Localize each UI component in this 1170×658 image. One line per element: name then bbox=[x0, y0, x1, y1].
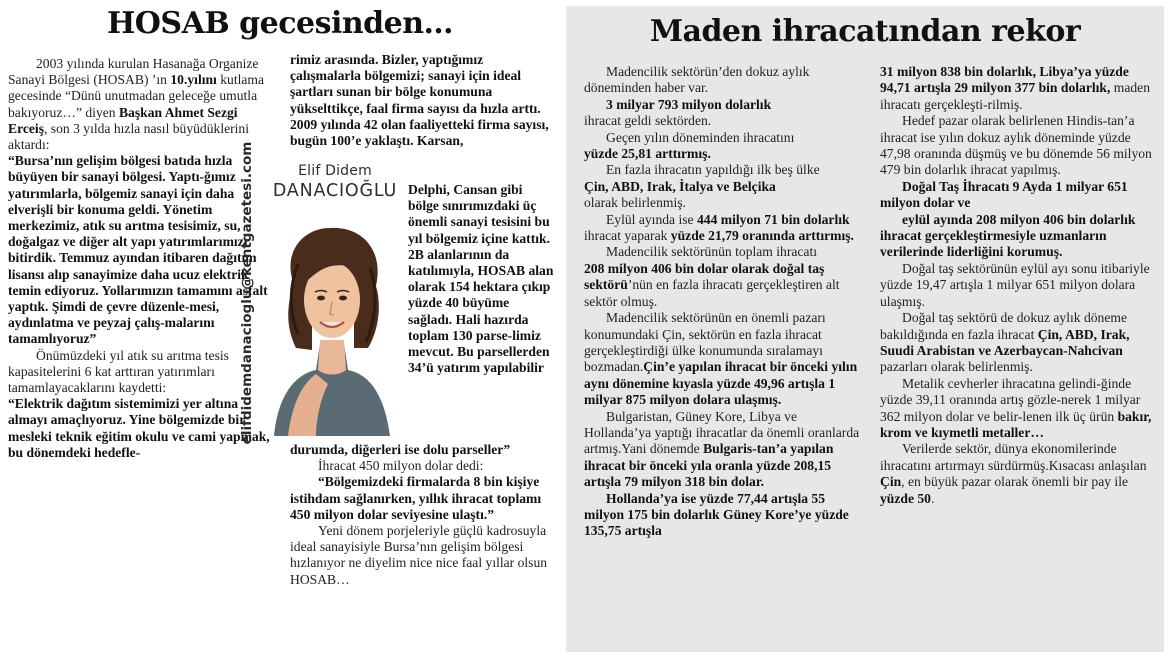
mining-paragraph bbox=[880, 441, 1152, 507]
mining-paragraph bbox=[880, 310, 1152, 376]
mining-paragraph: olarak belirlenmiş. bbox=[584, 195, 686, 211]
hosab-closing-paragraph: Yeni dönem porjeleriyle güçlü kadrosuyla ideal sanayisiyle Bursa’nın gelişim bölgesi hızlanıyor ne diyelim nice nice faal yıllar olsun HOSAB… bbox=[290, 523, 548, 587]
author-box bbox=[236, 141, 410, 445]
mining-article bbox=[566, 6, 1164, 652]
mining-paragraph bbox=[584, 491, 864, 540]
text-span: 2003 yılında kurulan Hasanağa Organize Sanayi Bölgesi (HOSAB) ’ın bbox=[8, 56, 259, 88]
bold-text: 10.yılını bbox=[170, 72, 217, 88]
export-quote bbox=[290, 474, 552, 523]
mining-paragraph bbox=[584, 97, 864, 113]
author-first-name: Elif Didem bbox=[298, 163, 372, 179]
text-span: , en büyük pazar olarak önemli bir pay ile bbox=[901, 474, 1129, 490]
mining-column-1 bbox=[584, 64, 864, 540]
bold-text: Bulgaris-tan’a yapılan ihracat bir önceki yıla oranla yüzde 208,15 artışla 79 milyon 318 bin dolar. bbox=[584, 441, 834, 490]
bold-text: yüzde 21,79 oranında arttırmış. bbox=[670, 228, 854, 244]
export-subheading: İhracat 450 milyon dolar dedi: bbox=[318, 458, 484, 474]
mining-paragraph bbox=[584, 212, 864, 245]
mining-paragraph: Doğal taş sektörünün eylül ayı sonu itibariyle yüzde 19,47 artışla 1 milyar 651 milyon dolara ulaşmış. bbox=[880, 260, 1150, 309]
hosab-quote-continued bbox=[290, 52, 552, 149]
mining-paragraph: En fazla ihracatın yapıldığı ilk beş ülke bbox=[606, 162, 820, 178]
mining-paragraph bbox=[584, 146, 864, 162]
text-span: ihracat yaparak bbox=[584, 228, 671, 244]
mining-paragraph bbox=[584, 310, 864, 408]
mining-paragraph bbox=[880, 376, 1152, 442]
author-last-name: DANACIOĞLU bbox=[272, 181, 398, 201]
text-span: , son 3 yılda hızla nasıl büyüdüklerini aktardı: bbox=[8, 120, 250, 153]
mining-paragraph: Geçen yılın döneminden ihracatını bbox=[606, 129, 795, 145]
bold-text: Çin, ABD, Irak, İtalya ve Belçika bbox=[584, 178, 776, 194]
bold-text: Çin’e yapılan ihracat bir önceki yılın aynı dönemine kıyasla yüzde 49,96 artışla 1 milyar 875 milyon dolara ulaşmış. bbox=[584, 359, 858, 408]
text-span: pazarları olarak belirlenmiş. bbox=[880, 359, 1033, 375]
text-span: Doğal taş sektörü de dokuz aylık döneme bakıldığında en fazla ihracat bbox=[880, 310, 1127, 342]
author-email-text: elifdidemdanacioglu@kentgazetesi.com bbox=[239, 141, 255, 445]
text-span: Bulgaristan, Güney Kore, Libya ve Hollanda’ya yaptığı ihracatlar da önemli oranlarda artmış.Yani dönemde bbox=[584, 408, 860, 457]
hosab-article-title: HOSAB gecesinden… bbox=[106, 6, 454, 41]
text-span: Metalik cevherler ihracatına gelindi-ğinde yüzde 39,11 oranında artış gözle-nerek 1 milyar 362 milyon dolar ve belir-lenen ilk üç ürün bbox=[880, 375, 1141, 424]
mining-paragraph: Madencilik sektörünün toplam ihracatı bbox=[606, 244, 818, 260]
bold-text: 444 milyon 71 bin dolarlık bbox=[696, 211, 850, 227]
author-email bbox=[236, 141, 258, 445]
hosab-article bbox=[0, 0, 560, 658]
bold-text: bakır, krom ve kıymetli metaller… bbox=[880, 408, 1152, 440]
mining-paragraph: Madencilik sektörün’den dokuz aylık döneminden haber var. bbox=[584, 64, 810, 96]
text-span: kutlama gecesinde “Dünü unutmadan geleceğe umutla bakıyoruz…” diyen bbox=[8, 72, 265, 120]
quote-text: rimiz arasında. Bizler, yaptığımız çalışmalarla bölgemizi; sanayi için ideal şartları sunan bir bölge konumuna yükselttikçe, faal firma sayısı da hızla arttı. 2009 yılında 42 olan faaliyetteki firma sayısı, bugün 100’e yaklaştı. Karsan, bbox=[290, 52, 549, 149]
mining-paragraph bbox=[584, 409, 864, 491]
bold-text: Hollanda’ya ise yüzde 77,44 artışla 55 milyon 175 bin dolarlık Güney Kore’ye yüzde 135,75 artışla bbox=[584, 490, 849, 539]
mining-paragraph bbox=[880, 212, 1152, 261]
bold-text: Çin bbox=[880, 474, 902, 490]
hosab-intro-paragraph bbox=[8, 56, 276, 153]
quote-text: durumda, diğerleri ise dolu parseller” bbox=[290, 442, 511, 457]
mining-column-2 bbox=[880, 64, 1152, 507]
hosab-quote-end bbox=[290, 442, 552, 458]
mining-paragraph bbox=[584, 261, 864, 310]
text-span: Eylül ayında ise bbox=[606, 211, 697, 227]
mining-paragraph: Hedef pazar olarak belirlenen Hindis-tan’a ihracat ise yılın dokuz aylık döneminde yüzde 47,98 oranında düşmüş ve bu dönemde 56 milyon 479 bin dolarlık ihracat yapılmış. bbox=[880, 113, 1152, 178]
mining-paragraph: ihracat geldi sektörden. bbox=[584, 113, 712, 129]
hosab-paragraph: Önümüzdeki yıl atık su arıtma tesis kapasitelerini 6 kat arttıran yatırımları tamamlayacaklarını kaydetti: bbox=[8, 347, 229, 396]
bold-text: Çin, ABD, Irak, Suudi Arabistan ve Azerbaycan-Nahcivan bbox=[880, 326, 1130, 358]
hosab-column-2-side bbox=[408, 182, 554, 376]
quote-text: Delphi, Cansan gibi bölge sınırımızdaki üç önemli sanayi tesisini bu yıl bölgemiz içine kattık. 2B alanlarının da katılımıyla, HOSAB alan olarak 154 hektara çıkıp yüzde 40 büyüme sağladı. Hali hazırda toplam 130 parse-limiz mevcut. Bu parsellerden 34’ü yatırım yapılabilir bbox=[408, 182, 554, 376]
president-name: Başkan Ahmet Sezgi Erceiş bbox=[8, 104, 238, 136]
text-span: maden ihracatı gerçekleşti-rilmiş. bbox=[880, 80, 1151, 112]
quote-text: “Bölgemizdeki firmalarda 8 bin kişiye istihdam sağlanırken, yıllık ihracat toplamı 450 milyon dolar seviyesine ulaştı.” bbox=[290, 474, 542, 522]
quote-text: “Bursa’nın gelişim bölgesi batıda hızla büyüyen bir sanayi bölgesi. Yaptı-ğımız yatırımlarla, bölgemiz sanayi için daha elverişli bir konuma geldi. Yönetim merkezimiz, atık su arıtma tesisimiz, su, doğalgaz ve diğer alt yapı yatırımlarımızı bitirdik. Temmuz ayından itibaren dağıtım lisansı alıp sanayimize daha ucuz elektrik temin ediyoruz. Yollarımızın tamamını asfalt yaptık. Şimdi de çevre düzenle-mesi, aydınlatma ve peyzaj çalış-malarını tamamlıyoruz” bbox=[8, 153, 268, 347]
bold-text: yüzde 50 bbox=[880, 490, 931, 506]
quote-text: “Elektrik dağıtım sistemimizi yer altına almayı amaçlıyoruz. Yine bölgemizde bir mesleki teknik eğitim okulu ve cami yapmak, bu dönemdeki hedefle- bbox=[8, 396, 270, 460]
bold-text: 3 milyar 793 milyon dolarlık bbox=[606, 96, 772, 112]
bold-text: yüzde 25,81 arttırmış. bbox=[584, 146, 711, 162]
mining-article-title: Maden ihracatından rekor bbox=[649, 14, 1081, 49]
hosab-quote-continued bbox=[408, 182, 554, 376]
hosab-column-2-top bbox=[290, 52, 552, 149]
mining-paragraph bbox=[584, 179, 864, 195]
bold-text: 31 milyon 838 bin dolarlık, Libya’ya yüzde 94,71 artışla 29 milyon 377 bin dolarlık, bbox=[880, 64, 1129, 96]
bold-text: 208 milyon 406 bin dolar olarak doğal taş sektörü bbox=[584, 260, 825, 293]
bold-text: eylül ayında 208 milyon 406 bin dolarlık ihracat gerçekleştirmesiyle uzmanların verilerinde liderliğini korumuş. bbox=[880, 211, 1136, 260]
bold-text: Doğal Taş İhracatı 9 Ayda 1 milyar 651 milyon dolar ve bbox=[880, 178, 1128, 211]
author-photo bbox=[272, 224, 392, 436]
text-span: Verilerde sektör, dünya ekonomilerinde ihracatını artırmayı sürdürmüş.Kısacası anlaşılan bbox=[880, 441, 1147, 473]
text-span: . bbox=[930, 490, 935, 506]
text-span: Madencilik sektörünün en önemli pazarı konumundaki Çin, sektörün en fazla ihracat gerçekleştirdiği ülke konumunda sıralamayı bozmadan. bbox=[584, 310, 826, 375]
author-name bbox=[262, 162, 408, 202]
text-span: ’nün en fazla ihracatı gerçekleştiren alt sektör olmuş. bbox=[584, 277, 840, 309]
mining-subheading bbox=[880, 179, 1152, 212]
hosab-column-2-bottom bbox=[290, 442, 552, 588]
mining-paragraph bbox=[880, 64, 1152, 113]
